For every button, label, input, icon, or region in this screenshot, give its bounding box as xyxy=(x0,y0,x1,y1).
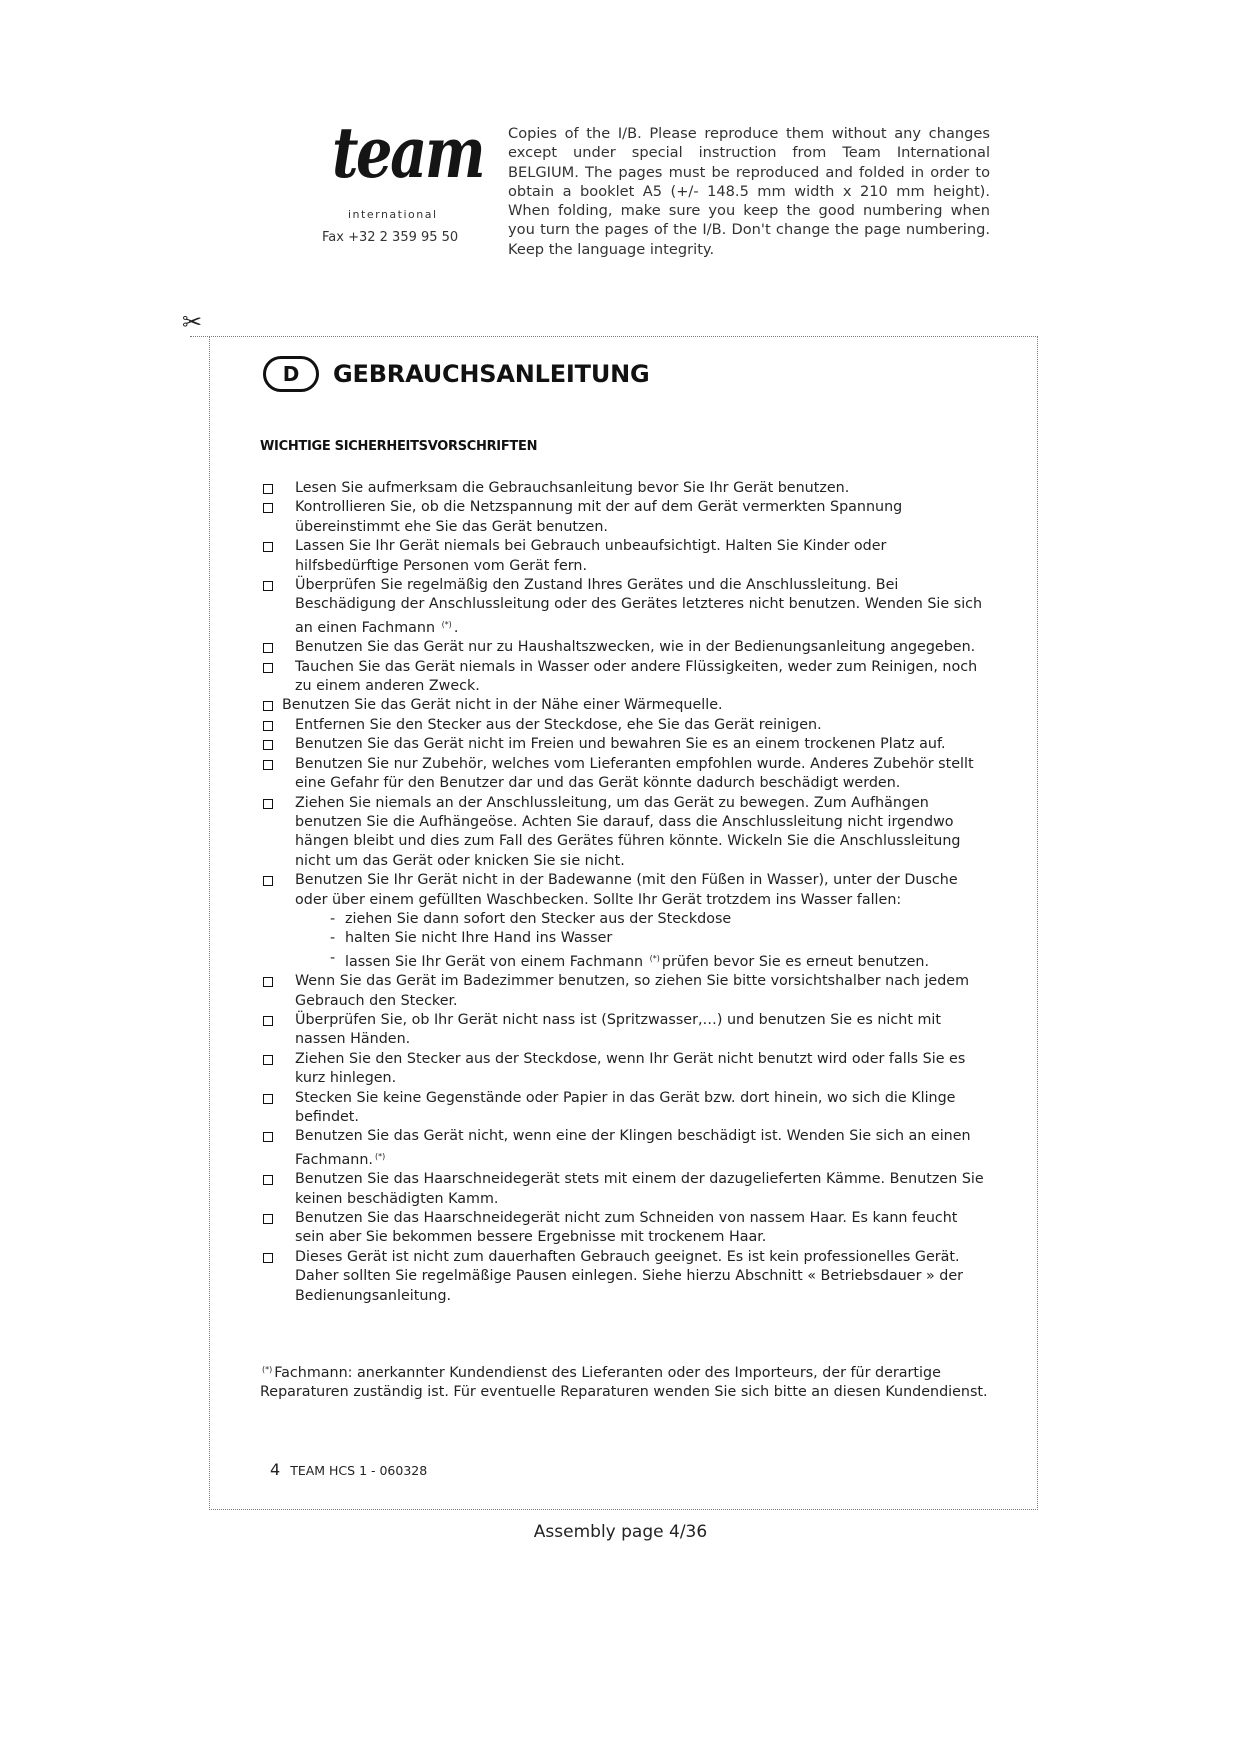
document-code: TEAM HCS 1 - 060328 xyxy=(290,1463,428,1478)
team-logo xyxy=(300,111,484,250)
rule-text: Entfernen Sie den Stecker aus der Steckdose, ehe Sie das Gerät reinigen. xyxy=(295,716,822,733)
sub-list-item xyxy=(260,949,990,972)
footnote-marker: (*) xyxy=(441,619,452,629)
checkbox-bullet-icon xyxy=(263,977,273,987)
sub-item-text: ziehen Sie dann sofort den Stecker aus der Steckdose xyxy=(345,910,732,927)
section-heading: WICHTIGE SICHERHEITSVORSCHRIFTEN xyxy=(260,439,538,454)
page-number: 4 xyxy=(270,1460,281,1479)
dash-bullet: - xyxy=(330,949,336,966)
rule-text: Benutzen Sie das Gerät nicht, wenn eine der Klingen beschädigt ist. Wenden Sie sich an einen Fachmann. xyxy=(295,1128,971,1168)
assembly-page-label: Assembly page 4/36 xyxy=(533,1522,708,1542)
cut-line xyxy=(190,336,210,337)
list-item xyxy=(260,1170,990,1209)
list-item xyxy=(260,972,990,1011)
list-item xyxy=(260,755,990,794)
scissors-icon: ✂ xyxy=(182,308,203,336)
checkbox-bullet-icon xyxy=(263,663,273,673)
footnote xyxy=(260,1360,990,1403)
sub-list-item xyxy=(260,929,990,948)
checkbox-bullet-icon xyxy=(263,484,273,494)
list-item xyxy=(260,1050,990,1089)
rule-text: Stecken Sie keine Gegenstände oder Papier in das Gerät bzw. dort hinein, wo sich die Klinge befindet. xyxy=(295,1089,956,1125)
fax-number: Fax +32 2 359 95 50 xyxy=(322,230,459,245)
dash-bullet: - xyxy=(330,930,336,947)
list-item xyxy=(260,794,990,872)
checkbox-bullet-icon xyxy=(263,1016,273,1026)
list-item: Überprüfen Sie regelmäßig den Zustand Ihres Gerätes und die Anschlussleitung. Bei Beschädigung der Anschlussleitung oder des Gerätes letzteres nicht benutzen. Wenden Sie sich an einen Fachmann (*) . xyxy=(260,576,990,638)
list-item xyxy=(260,871,990,910)
safety-rules-list xyxy=(260,479,990,1306)
list-item xyxy=(260,479,990,498)
checkbox-bullet-icon xyxy=(263,503,273,513)
rule-text: Benutzen Sie das Haarschneidegerät nicht zum Schneiden von nassem Haar. Es kann feucht sein aber Sie bekommen bessere Ergebnisse mit trockenem Haar. xyxy=(295,1210,958,1246)
checkbox-bullet-icon xyxy=(263,721,273,731)
checkbox-bullet-icon xyxy=(263,876,273,886)
logo-wordmark: team xyxy=(332,111,484,194)
rule-text: Ziehen Sie den Stecker aus der Steckdose, wenn Ihr Gerät nicht benutzt wird oder falls Sie es kurz hinlegen. xyxy=(295,1050,966,1087)
list-item xyxy=(260,1011,990,1050)
sub-item-text: halten Sie nicht Ihre Hand ins Wasser xyxy=(345,930,613,947)
list-item xyxy=(260,735,990,754)
sub-list-item xyxy=(260,910,990,929)
checkbox-bullet-icon xyxy=(263,760,273,770)
logo-subtext: international xyxy=(348,208,438,221)
rule-text: Dieses Gerät ist nicht zum dauerhaften Gebrauch geeignet. Es ist kein professionelles Gerät. Daher sollten Sie regelmäßige Pausen einlegen. Siehe hierzu Abschnitt « Betriebsdauer » der Bedienungsanleitung. xyxy=(295,1248,964,1304)
rule-text: Benutzen Sie Ihr Gerät nicht in der Badewanne (mit den Füßen in Wasser), unter der Dusche oder über einem gefüllten Waschbecken. Sollte Ihr Gerät trotzdem ins Wasser fallen: xyxy=(295,872,958,908)
rule-text: Überprüfen Sie regelmäßig den Zustand Ihres Gerätes und die Anschlussleitung. Bei Beschädigung der Anschlussleitung oder des Gerätes letzteres nicht benutzen. Wenden Sie sich an einen Fachmann xyxy=(295,577,983,636)
list-item xyxy=(260,1209,990,1248)
footnote-text: Fachmann: anerkannter Kundendienst des Lieferanten oder des Importeurs, der für derartige Reparaturen zuständig ist. Für eventuelle Reparaturen wenden Sie sich bitte an diesen Kundendienst. xyxy=(260,1365,988,1401)
checkbox-bullet-icon xyxy=(263,1175,273,1185)
rule-text: Benutzen Sie das Gerät nur zu Haushaltszwecken, wie in der Bedienungsanleitung angegeben. xyxy=(295,639,976,656)
list-item xyxy=(260,638,990,657)
language-badge: D xyxy=(263,356,319,392)
list-item xyxy=(260,498,990,537)
checkbox-bullet-icon xyxy=(263,643,273,653)
rule-text: Lesen Sie aufmerksam die Gebrauchsanleitung bevor Sie Ihr Gerät benutzen. xyxy=(295,480,850,496)
rule-text: Tauchen Sie das Gerät niemals in Wasser oder andere Flüssigkeiten, weder zum Reinigen, noch zu einem anderen Zweck. xyxy=(295,658,978,695)
list-item xyxy=(260,1089,990,1128)
rule-text: Ziehen Sie niemals an der Anschlussleitung, um das Gerät zu bewegen. Zum Aufhängen benutzen Sie die Aufhängeöse. Achten Sie darauf, dass die Anschlussleitung nicht irgendwo hängen bleibt und dies zum Fall des Gerätes führen könnte. Wickeln Sie die Anschlussleitung nicht um das Gerät oder knicken Sie sie nicht. xyxy=(295,794,961,869)
dash-bullet: - xyxy=(330,910,336,927)
page-footer xyxy=(270,1460,427,1479)
sub-item-tail: prüfen bevor Sie es erneut benutzen. xyxy=(661,953,930,970)
rule-text: Kontrollieren Sie, ob die Netzspannung mit der auf dem Gerät vermerkten Spannung übereinstimmt ehe Sie das Gerät benutzen. xyxy=(295,499,903,535)
checkbox-bullet-icon xyxy=(263,799,273,809)
rule-text: Überprüfen Sie, ob Ihr Gerät nicht nass ist (Spritzwasser,…) und benutzen Sie es nicht mit nassen Händen. xyxy=(295,1011,941,1048)
rule-text: Benutzen Sie das Gerät nicht im Freien und bewahren Sie es an einem trockenen Platz auf. xyxy=(295,736,946,753)
sub-item-text: lassen Sie Ihr Gerät von einem Fachmann xyxy=(345,953,644,970)
rule-text: Wenn Sie das Gerät im Badezimmer benutzen, so ziehen Sie bitte vorsichtshalber nach jedem Gebrauch den Stecker. xyxy=(295,973,970,1009)
checkbox-bullet-icon xyxy=(263,701,273,711)
checkbox-bullet-icon xyxy=(263,542,273,552)
checkbox-bullet-icon xyxy=(263,1132,273,1142)
list-item xyxy=(260,537,990,576)
rule-text: Benutzen Sie das Gerät nicht in der Nähe einer Wärmequelle. xyxy=(282,697,723,714)
list-item xyxy=(260,658,990,697)
rule-text: Lassen Sie Ihr Gerät niemals bei Gebrauch unbeaufsichtigt. Halten Sie Kinder oder hilfsbedürftige Personen vom Gerät fern. xyxy=(295,538,887,574)
checkbox-bullet-icon xyxy=(263,1214,273,1224)
checkbox-bullet-icon xyxy=(263,1055,273,1065)
list-item xyxy=(260,1127,990,1170)
footnote-marker: (*) xyxy=(374,1151,386,1161)
checkbox-bullet-icon xyxy=(263,740,273,750)
rule-text: Benutzen Sie das Haarschneidegerät stets mit einem der dazugelieferten Kämme. Benutzen Sie keinen beschädigten Kamm. xyxy=(295,1171,984,1207)
footnote-marker: (*) xyxy=(262,1365,273,1374)
rule-text: Benutzen Sie nur Zubehör, welches vom Lieferanten empfohlen wurde. Anderes Zubehör stellt eine Gefahr für den Benutzer dar und das Gerät könnte dadurch beschädigt werden. xyxy=(295,755,974,792)
page-title: GEBRAUCHSANLEITUNG xyxy=(333,360,650,388)
list-item xyxy=(260,696,990,715)
list-item xyxy=(260,1248,990,1306)
checkbox-bullet-icon xyxy=(263,1253,273,1263)
reproduction-note: Copies of the I/B. Please reproduce them without any changes except under special instruction from Team International BELGIUM. The pages must be reproduced and folded in order to obtain a booklet A5 (+/- 148.5 mm width x 210 mm height). When folding, make sure you keep the good numbering when you turn the pages of the I/B. Don't change the page numbering. Keep the language integrity. xyxy=(508,125,990,258)
checkbox-bullet-icon xyxy=(263,581,273,591)
footnote-marker: (*) xyxy=(649,953,660,963)
list-item xyxy=(260,716,990,735)
checkbox-bullet-icon xyxy=(263,1094,273,1104)
